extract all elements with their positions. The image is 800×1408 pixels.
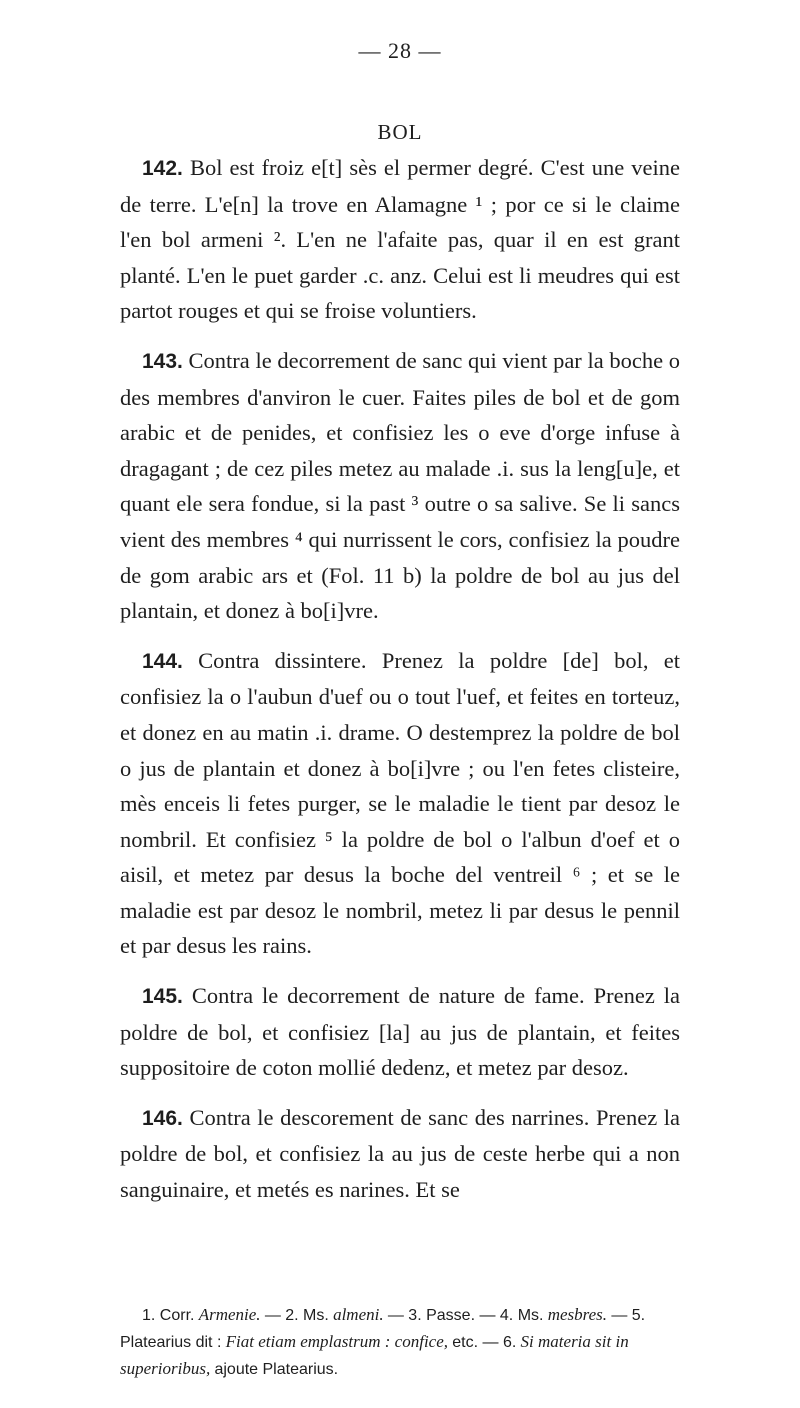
footnote-variant: Armenie. bbox=[198, 1305, 261, 1324]
paragraph-142 bbox=[120, 150, 680, 329]
footnote-variant: mesbres. bbox=[547, 1305, 608, 1324]
footnote-ref: ajoute Platearius. bbox=[214, 1361, 339, 1378]
running-title: BOL bbox=[377, 120, 423, 144]
paragraph-number: 142. bbox=[142, 157, 183, 180]
paragraph-text: Contra le decorrement de sanc qui vient par la boche o des membres d'anviron le cuer. Faites piles de bol et de gom arabic et de penides, et confisiez les o eve d'orge infuse à dragagant ; de cez piles metez au malade .i. sus la leng[u]e, et quant ele sera fondue, si la past ³ outre o sa salive. Se li sancs vient des membres ⁴ qui nurrissent le cors, confisiez la poudre de gom arabic ars et (Fol. 11 b) la poldre de bol au jus del plantain, et donez à bo[i]vre. bbox=[120, 347, 681, 624]
paragraph-text: Bol est froiz e[t] sès el permer degré. C'est une veine de terre. L'e[n] la trove en Alamagne ¹ ; por ce si le claime l'en bol armeni ². L'en ne l'afaite pas, quar il en est grant planté. L'en le puet garder .c. anz. Celui est li meudres qui est partot rouges et qui se froise voluntiers. bbox=[120, 155, 680, 324]
footnote-quote: Si materia sit in superioribus, bbox=[120, 1332, 629, 1378]
paragraph-143 bbox=[120, 343, 680, 629]
body-text bbox=[120, 150, 680, 1222]
footnote-variant: almeni. bbox=[333, 1305, 384, 1324]
paragraph-number: 146. bbox=[142, 1106, 183, 1130]
paragraph-number: 145. bbox=[142, 985, 183, 1009]
paragraph-144 bbox=[120, 643, 680, 964]
paragraph-146 bbox=[120, 1100, 680, 1208]
footnote-ref: 1. Corr. bbox=[142, 1307, 195, 1324]
footnote-quote: Fiat etiam emplastrum : confice, bbox=[225, 1332, 449, 1351]
page-number: — 28 — bbox=[358, 38, 442, 63]
paragraph-number: 144. bbox=[142, 649, 183, 673]
footnote-ref: — 2. Ms. bbox=[264, 1307, 329, 1324]
paragraph-145 bbox=[120, 978, 680, 1086]
paragraph-number: 143. bbox=[142, 349, 183, 373]
paragraph-text: Contra dissintere. Prenez la poldre [de] bol, et confisiez la o l'aubun d'uef ou o tout l'uef, et feites en torteuz, et donez en au matin .i. drame. O destemprez la poldre de bol o jus de plantain et donez à bo[i]vre ; ou l'en fetes clisteire, mès enceis li fetes purger, se le maladie le tient par desoz le nombril. Et confisiez ⁵ la poldre de bol o l'albun d'oef et o aisil, et metez par desus la boche del ventreil ⁶ ; et se le maladie est par desoz le nombril, metez li par desus le pennil et par desus les rains. bbox=[120, 647, 680, 959]
paragraph-text: Contra le decorrement de nature de fame. Prenez la poldre de bol, et confisiez [la] au jus de plantain, et feites suppositoire de coton mollié dedenz, et metez par desoz. bbox=[120, 983, 681, 1081]
footnotes bbox=[120, 1302, 680, 1383]
footnote-ref: etc. — 6. bbox=[452, 1334, 517, 1351]
footnote-ref: — 5. Platearius dit : bbox=[120, 1307, 646, 1351]
footnote-text bbox=[120, 1302, 680, 1383]
footnote-ref: — 3. Passe. — 4. Ms. bbox=[387, 1307, 544, 1324]
paragraph-text: Contra le descorement de sanc des narrines. Prenez la poldre de bol, et confisiez la au jus de ceste herbe qui a non sanguinaire, et metés es narines. Et se bbox=[120, 1104, 680, 1203]
